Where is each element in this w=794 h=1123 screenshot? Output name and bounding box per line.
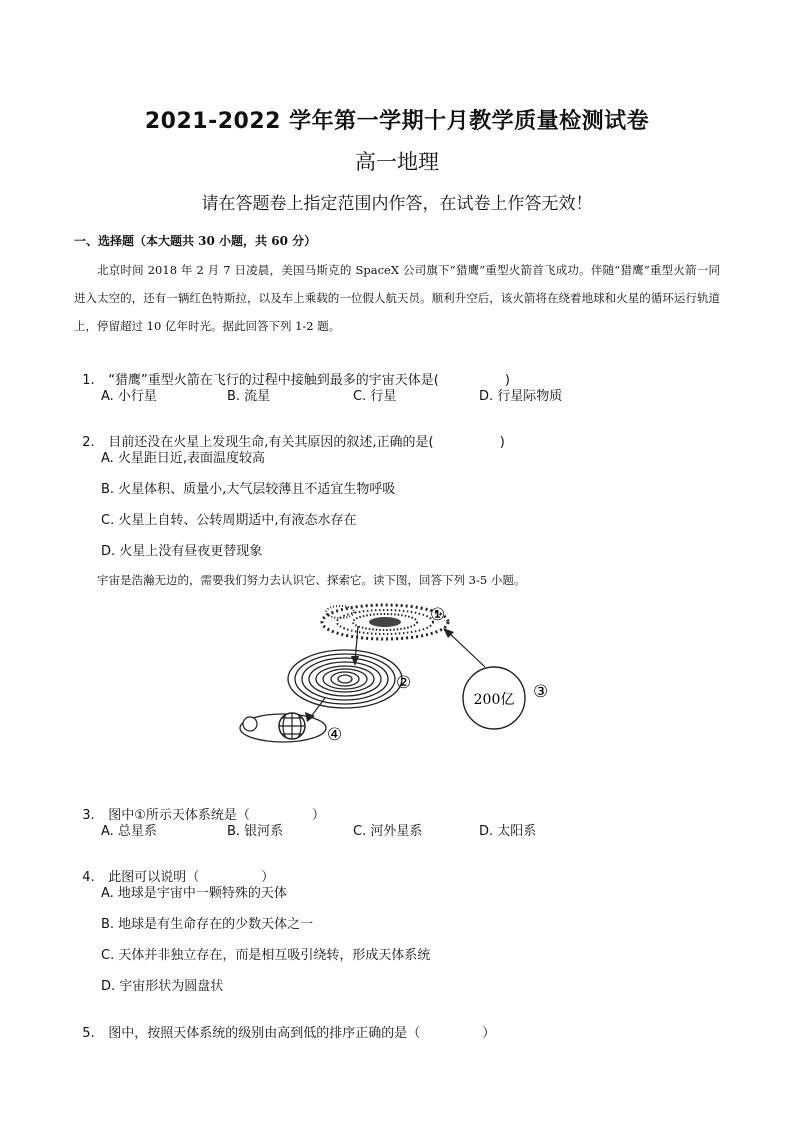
- section-heading: 一、选择题（本大题共 30 小题，共 60 分）: [74, 234, 317, 248]
- option-a[interactable]: A. 小行星: [101, 389, 157, 404]
- question-text: “猎鹰”重型火箭在飞行的过程中接触到最多的宇宙天体是( ): [108, 373, 510, 388]
- question-1: [74, 354, 510, 388]
- question-text: 图中①所示天体系统是（ ）: [108, 808, 325, 823]
- question-text: 目前还没在火星上发现生命,有关其原因的叙述,正确的是( ): [108, 435, 505, 450]
- option-c[interactable]: C. 河外星系: [353, 824, 423, 839]
- question-number: 5.: [82, 1026, 95, 1041]
- option-b[interactable]: B. 银河系: [227, 824, 284, 839]
- option-d[interactable]: D. 宇宙形状为圆盘状: [101, 979, 224, 994]
- reading-passage-2: 宇宙是浩瀚无边的，需要我们努力去认识它、探索它。读下图，回答下列 3-5 小题。: [97, 573, 526, 587]
- option-d[interactable]: D. 行星际物质: [479, 389, 563, 404]
- solar-system-rings: [288, 650, 402, 708]
- option-d[interactable]: D. 火星上没有昼夜更替现象: [101, 544, 263, 559]
- label-2: ②: [396, 673, 412, 693]
- question-4: [74, 851, 274, 885]
- exam-subject: 高一地理: [355, 150, 439, 174]
- question-number: 3.: [82, 808, 95, 823]
- celestial-systems-diagram: [230, 594, 560, 754]
- label-4: ④: [327, 725, 343, 745]
- exam-title: 2021-2022 学年第一学期十月教学质量检测试卷: [144, 109, 650, 134]
- question-text: 图中，按照天体系统的级别由高到低的排序正确的是（ ）: [108, 1026, 496, 1041]
- reading-passage-1: 北京时间 2018 年 2 月 7 日凌晨，美国马斯克的 SpaceX 公司旗下“猎鹰”重型火箭首飞成功。伴随“猎鹰”重型火箭一同进入太空的，还有一辆红色特斯拉，以及车上乘载的一位假人航天员。顺利升空后，该火箭将在绕着地球和火星的循环运行轨道上，停留超过 10 亿年时光。据此回答下列 1-2 题。: [74, 263, 720, 333]
- question-number: 4.: [82, 870, 95, 885]
- question-2: [74, 416, 505, 450]
- question-number: 2.: [82, 435, 95, 450]
- label-3: ③: [533, 682, 549, 702]
- question-3: [74, 789, 325, 823]
- option-d[interactable]: D. 太阳系: [479, 824, 537, 839]
- option-c[interactable]: C. 火星上自转、公转周期适中,有液态水存在: [101, 513, 357, 528]
- label-1: ①: [430, 605, 446, 625]
- option-a[interactable]: A. 总星系: [101, 824, 157, 839]
- moon-icon: [243, 717, 257, 731]
- option-c[interactable]: C. 天体并非独立存在，而是相互吸引绕转，形成天体系统: [101, 948, 431, 963]
- option-a[interactable]: A. 火星距日近,表面温度较高: [101, 451, 266, 466]
- earth-moon-system: [240, 713, 326, 742]
- question-1-options: [101, 385, 562, 404]
- option-b[interactable]: B. 火星体积、质量小,大气层较薄且不适宜生物呼吸: [101, 482, 396, 497]
- exam-notice: 请在答题卷上指定范围内作答，在试卷上作答无效！: [201, 194, 593, 214]
- option-b[interactable]: B. 地球是有生命存在的少数天体之一: [101, 917, 314, 932]
- arrow-universe-to-galaxy: [448, 632, 485, 667]
- option-c[interactable]: C. 行星: [353, 389, 397, 404]
- question-3-options: [101, 820, 536, 839]
- question-text: 此图可以说明（ ）: [108, 870, 275, 885]
- option-a[interactable]: A. 地球是宇宙中一颗特殊的天体: [101, 886, 287, 901]
- option-b[interactable]: B. 流星: [227, 389, 271, 404]
- question-number: 1.: [82, 373, 95, 388]
- question-5: [74, 1007, 495, 1041]
- circle-label: 200亿: [473, 692, 515, 708]
